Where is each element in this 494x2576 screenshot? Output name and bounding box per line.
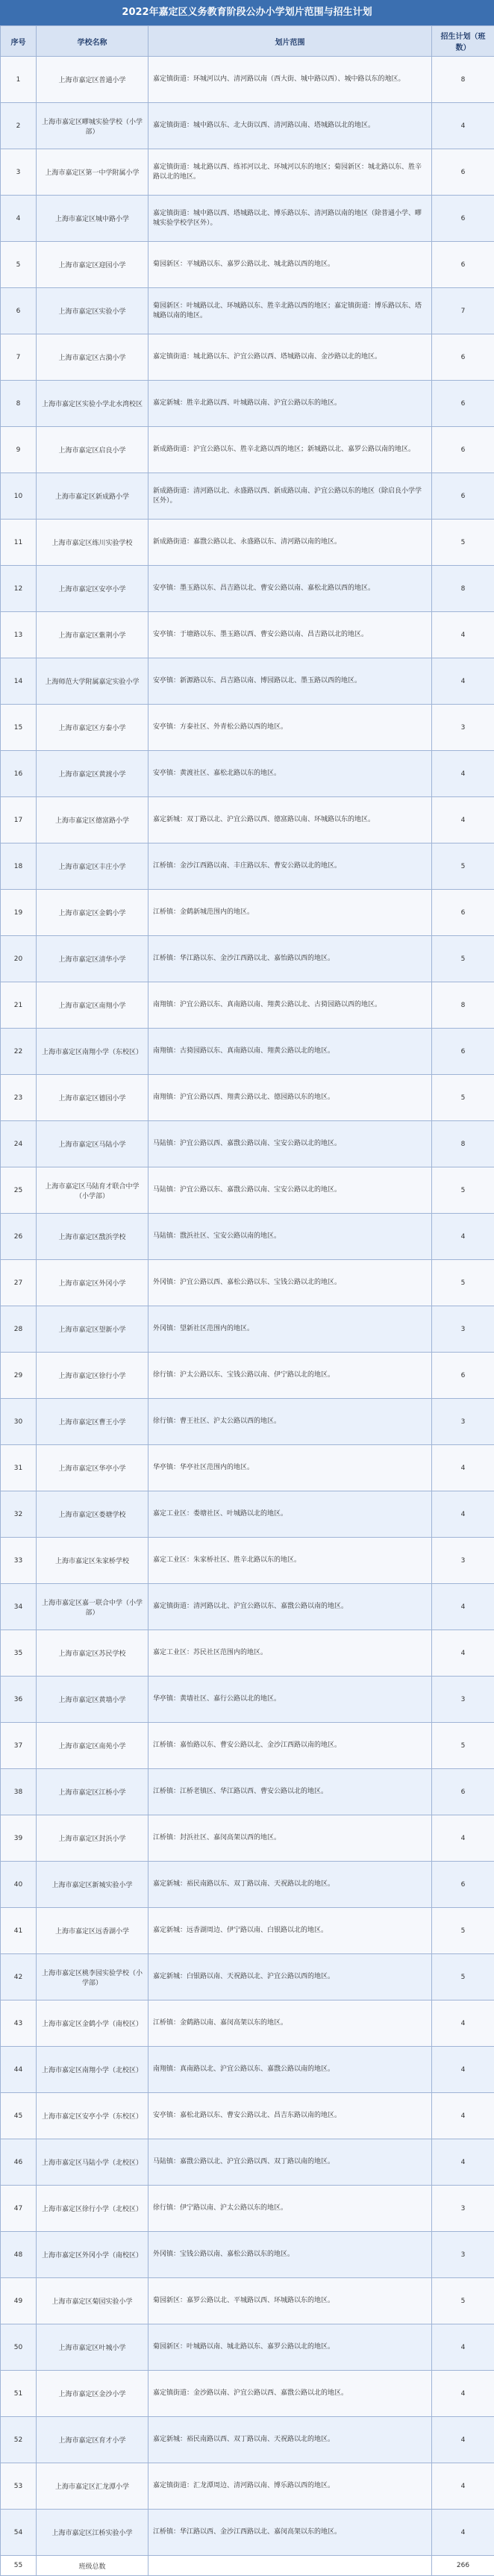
row-scope-cell	[148, 2556, 432, 2576]
row-scope-cell: 外冈镇：望新社区范围内的地区。	[148, 1306, 432, 1353]
row-plan-cell: 5	[432, 1954, 494, 2000]
row-no-cell: 53	[1, 2463, 37, 2510]
table-row	[1, 2324, 494, 2371]
table-row	[1, 2186, 494, 2232]
table-row	[1, 2047, 494, 2093]
table-row	[1, 1677, 494, 1723]
table-row	[1, 658, 494, 705]
row-plan-cell: 5	[432, 1167, 494, 1214]
row-no-cell: 44	[1, 2047, 37, 2093]
table-row	[1, 520, 494, 566]
row-scope-cell: 马陆镇：沪宜公路以东、嘉戬公路以南、宝安公路以北的地区。	[148, 1167, 432, 1214]
row-plan-cell: 4	[432, 2417, 494, 2463]
table-row	[1, 2510, 494, 2556]
row-plan-cell: 6	[432, 1862, 494, 1908]
row-school-cell: 上海市嘉定区叶城小学	[37, 2324, 148, 2371]
table-row	[1, 1121, 494, 1167]
table-row	[1, 797, 494, 843]
table-row	[1, 1399, 494, 1445]
row-school-cell: 上海市嘉定区封浜小学	[37, 1815, 148, 1862]
row-no-cell: 18	[1, 843, 37, 890]
table-row	[1, 2139, 494, 2186]
row-plan-cell: 4	[432, 2139, 494, 2186]
row-no-cell: 19	[1, 890, 37, 936]
row-school-cell: 上海市嘉定区紫荆小学	[37, 612, 148, 658]
row-scope-cell: 嘉定镇街道：环城河以内、清河路以南（西大街、城中路以西）、城中路以东的地区。	[148, 57, 432, 103]
row-plan-cell: 6	[432, 427, 494, 473]
row-plan-cell: 3	[432, 2232, 494, 2278]
row-no-cell: 4	[1, 196, 37, 242]
row-plan-cell: 7	[432, 288, 494, 334]
row-school-cell: 上海市嘉定区实验小学	[37, 288, 148, 334]
row-scope-cell: 嘉定镇街道：金沙路以南、沪宜公路以西、嘉戬公路以北的地区。	[148, 2371, 432, 2417]
row-no-cell: 38	[1, 1769, 37, 1815]
table-row	[1, 1075, 494, 1121]
row-plan-cell: 4	[432, 1584, 494, 1630]
row-plan-cell: 3	[432, 1399, 494, 1445]
row-school-cell: 上海市嘉定区练川实验学校	[37, 520, 148, 566]
row-plan-cell: 5	[432, 1260, 494, 1306]
table-row	[1, 196, 494, 242]
row-no-cell: 39	[1, 1815, 37, 1862]
row-no-cell: 23	[1, 1075, 37, 1121]
header-no: 序号	[1, 26, 37, 57]
row-no-cell: 46	[1, 2139, 37, 2186]
row-school-cell: 上海市嘉定区城中路小学	[37, 196, 148, 242]
row-scope-cell: 徐行镇：曹王社区、沪太公路以西的地区。	[148, 1399, 432, 1445]
row-school-cell: 上海市嘉定区金鹤小学（南校区）	[37, 2000, 148, 2047]
row-plan-cell: 4	[432, 2463, 494, 2510]
row-school-cell: 上海市嘉定区方泰小学	[37, 705, 148, 751]
row-no-cell: 13	[1, 612, 37, 658]
row-no-cell: 55	[1, 2556, 37, 2576]
row-school-cell: 上海市嘉定区马陆小学	[37, 1121, 148, 1167]
header-row	[1, 26, 494, 57]
row-plan-cell: 4	[432, 612, 494, 658]
table-row	[1, 1769, 494, 1815]
row-plan-cell: 4	[432, 2371, 494, 2417]
row-no-cell: 24	[1, 1121, 37, 1167]
table-row	[1, 612, 494, 658]
row-no-cell: 7	[1, 334, 37, 381]
table-row	[1, 1214, 494, 1260]
row-school-cell: 上海市嘉定区南苑小学	[37, 1723, 148, 1769]
table-row	[1, 936, 494, 982]
table-row	[1, 1815, 494, 1862]
table-row	[1, 1167, 494, 1214]
table-row	[1, 1445, 494, 1491]
row-school-cell: 上海市嘉定区育才小学	[37, 2417, 148, 2463]
row-school-cell: 上海市嘉定区苏民学校	[37, 1630, 148, 1677]
row-plan-cell: 4	[432, 1815, 494, 1862]
row-school-cell: 上海市嘉定区菊园实验小学	[37, 2278, 148, 2324]
row-scope-cell: 南翔镇：沪宜公路以东、真南路以南、翔黄公路以北、古猗园路以西的地区。	[148, 982, 432, 1029]
row-no-cell: 42	[1, 1954, 37, 2000]
row-plan-cell: 5	[432, 520, 494, 566]
row-no-cell: 12	[1, 566, 37, 612]
table-row	[1, 2278, 494, 2324]
row-no-cell: 8	[1, 381, 37, 427]
row-no-cell: 51	[1, 2371, 37, 2417]
row-school-cell: 上海市嘉定区安亭小学	[37, 566, 148, 612]
row-school-cell: 上海市嘉定区戬浜学校	[37, 1214, 148, 1260]
row-school-cell: 上海市嘉定区安亭小学（东校区）	[37, 2093, 148, 2139]
table-row	[1, 1584, 494, 1630]
row-no-cell: 52	[1, 2417, 37, 2463]
row-plan-cell: 6	[432, 381, 494, 427]
row-scope-cell: 嘉定新城：远香湖周边、伊宁路以南、白银路以北的地区。	[148, 1908, 432, 1954]
row-no-cell: 47	[1, 2186, 37, 2232]
row-school-cell: 上海市嘉定区迎园小学	[37, 242, 148, 288]
row-plan-cell: 5	[432, 1075, 494, 1121]
row-school-cell: 上海市嘉定区远香湖小学	[37, 1908, 148, 1954]
row-plan-cell: 4	[432, 1630, 494, 1677]
row-plan-cell: 4	[432, 1491, 494, 1538]
table-row	[1, 2232, 494, 2278]
row-scope-cell: 南翔镇：真南路以北、沪宜公路以东、嘉戬公路以南的地区。	[148, 2047, 432, 2093]
row-scope-cell: 南翔镇：古猗园路以东、真南路以南、翔黄公路以北的地区。	[148, 1029, 432, 1075]
row-school-cell: 上海市嘉定区徐行小学（北校区）	[37, 2186, 148, 2232]
table-row	[1, 2093, 494, 2139]
row-no-cell: 10	[1, 473, 37, 520]
row-school-cell: 上海师范大学附属嘉定实验小学	[37, 658, 148, 705]
row-scope-cell: 新成路街道：沪宜公路以东、胜辛北路以西的地区；新城路以北、嘉罗公路以南的地区。	[148, 427, 432, 473]
header-plan: 招生计划（班数）	[432, 26, 494, 57]
row-no-cell: 25	[1, 1167, 37, 1214]
row-no-cell: 3	[1, 149, 37, 196]
row-scope-cell: 安亭镇：于塘路以东、墨玉路以西、曹安公路以南、昌吉路以北的地区。	[148, 612, 432, 658]
row-school-cell: 班级总数	[37, 2556, 148, 2576]
row-scope-cell: 外冈镇：沪宜公路以西、嘉松公路以东、宝钱公路以北的地区。	[148, 1260, 432, 1306]
row-school-cell: 上海市嘉定区江桥实验小学	[37, 2510, 148, 2556]
row-scope-cell: 外冈镇：宝钱公路以南、嘉松公路以东的地区。	[148, 2232, 432, 2278]
row-plan-cell: 4	[432, 103, 494, 149]
table-row	[1, 427, 494, 473]
row-school-cell: 上海市嘉定区望新小学	[37, 1306, 148, 1353]
row-no-cell: 17	[1, 797, 37, 843]
row-scope-cell: 华亭镇：华亭社区范围内的地区。	[148, 1445, 432, 1491]
row-scope-cell: 嘉定工业区：朱家桥社区、胜辛北路以东的地区。	[148, 1538, 432, 1584]
row-plan-cell: 6	[432, 1769, 494, 1815]
row-plan-cell: 8	[432, 566, 494, 612]
row-school-cell: 上海市嘉定区金沙小学	[37, 2371, 148, 2417]
table-row	[1, 1029, 494, 1075]
row-plan-cell: 5	[432, 843, 494, 890]
table-row	[1, 2000, 494, 2047]
table-body	[1, 57, 494, 2576]
row-no-cell: 11	[1, 520, 37, 566]
row-plan-cell: 3	[432, 1306, 494, 1353]
row-plan-cell: 5	[432, 936, 494, 982]
row-school-cell: 上海市嘉定区第一中学附属小学	[37, 149, 148, 196]
row-plan-cell: 4	[432, 2047, 494, 2093]
row-scope-cell: 新成路街道：嘉戬公路以北、永盛路以东、清河路以南的地区。	[148, 520, 432, 566]
table-row	[1, 381, 494, 427]
row-plan-cell: 6	[432, 890, 494, 936]
row-plan-cell: 5	[432, 1723, 494, 1769]
row-plan-cell: 8	[432, 57, 494, 103]
table-row	[1, 288, 494, 334]
row-no-cell: 14	[1, 658, 37, 705]
table-row	[1, 2371, 494, 2417]
row-plan-cell: 4	[432, 658, 494, 705]
row-no-cell: 49	[1, 2278, 37, 2324]
row-school-cell: 上海市嘉定区黄墙小学	[37, 1677, 148, 1723]
table-row	[1, 2463, 494, 2510]
row-plan-cell: 8	[432, 982, 494, 1029]
row-plan-cell: 4	[432, 1214, 494, 1260]
row-school-cell: 上海市嘉定区普通小学	[37, 57, 148, 103]
row-plan-cell: 6	[432, 1353, 494, 1399]
row-no-cell: 40	[1, 1862, 37, 1908]
row-school-cell: 上海市嘉定区曹王小学	[37, 1399, 148, 1445]
row-scope-cell: 嘉定新城：双丁路以北、沪宜公路以西、德富路以南、环城路以东的地区。	[148, 797, 432, 843]
row-scope-cell: 马陆镇：沪宜公路以西、嘉戬公路以南、宝安公路以北的地区。	[148, 1121, 432, 1167]
row-scope-cell: 江桥镇：封浜社区、嘉闵高架以西的地区。	[148, 1815, 432, 1862]
row-school-cell: 上海市嘉定区马陆育才联合中学（小学部）	[37, 1167, 148, 1214]
row-scope-cell: 嘉定工业区：苏民社区范围内的地区。	[148, 1630, 432, 1677]
table-row	[1, 1862, 494, 1908]
row-school-cell: 上海市嘉定区新成路小学	[37, 473, 148, 520]
row-no-cell: 5	[1, 242, 37, 288]
enrollment-table	[0, 25, 494, 2576]
row-scope-cell: 江桥镇：华江路以西、金沙江西路以北、嘉闵高架以东的地区。	[148, 2510, 432, 2556]
row-scope-cell: 南翔镇：沪宜公路以西、翔黄公路以北、德园路以东的地区。	[148, 1075, 432, 1121]
row-scope-cell: 安亭镇：方泰社区、外青松公路以西的地区。	[148, 705, 432, 751]
row-scope-cell: 江桥镇：江桥老镇区、华江路以西、曹安公路以北的地区。	[148, 1769, 432, 1815]
table-row	[1, 2417, 494, 2463]
row-no-cell: 21	[1, 982, 37, 1029]
row-no-cell: 33	[1, 1538, 37, 1584]
row-school-cell: 上海市嘉定区嘉一联合中学（小学部）	[37, 1584, 148, 1630]
row-scope-cell: 嘉定镇街道：清河路以北、沪宜公路以东、嘉戬公路以南的地区。	[148, 1584, 432, 1630]
row-school-cell: 上海市嘉定区南翔小学（北校区）	[37, 2047, 148, 2093]
row-plan-cell: 4	[432, 1445, 494, 1491]
row-plan-cell: 6	[432, 242, 494, 288]
table-row	[1, 1538, 494, 1584]
row-plan-cell: 3	[432, 1538, 494, 1584]
table-row	[1, 1306, 494, 1353]
table-row	[1, 473, 494, 520]
row-scope-cell: 嘉定新城：裕民南路以西、双丁路以南、天祝路以北的地区。	[148, 2417, 432, 2463]
row-school-cell: 上海市嘉定区德园小学	[37, 1075, 148, 1121]
row-no-cell: 6	[1, 288, 37, 334]
table-row	[1, 1630, 494, 1677]
row-scope-cell: 安亭镇：黄渡社区、嘉松北路以东的地区。	[148, 751, 432, 797]
row-no-cell: 50	[1, 2324, 37, 2371]
row-school-cell: 上海市嘉定区德富路小学	[37, 797, 148, 843]
row-school-cell: 上海市嘉定区外冈小学	[37, 1260, 148, 1306]
table-row	[1, 1723, 494, 1769]
row-scope-cell: 江桥镇：金鹤路以南、嘉闵高架以东的地区。	[148, 2000, 432, 2047]
row-scope-cell: 嘉定镇街道：城北路以东、沪宜公路以西、塔城路以南、金沙路以北的地区。	[148, 334, 432, 381]
row-no-cell: 15	[1, 705, 37, 751]
table-row	[1, 1260, 494, 1306]
row-no-cell: 34	[1, 1584, 37, 1630]
row-plan-cell: 266	[432, 2556, 494, 2576]
table-row	[1, 57, 494, 103]
row-no-cell: 29	[1, 1353, 37, 1399]
row-scope-cell: 江桥镇：金沙江西路以南、丰庄路以东、曹安公路以北的地区。	[148, 843, 432, 890]
row-no-cell: 45	[1, 2093, 37, 2139]
row-school-cell: 上海市嘉定区马陆小学（北校区）	[37, 2139, 148, 2186]
row-no-cell: 30	[1, 1399, 37, 1445]
row-scope-cell: 安亭镇：新源路以东、昌吉路以南、博园路以北、墨玉路以西的地区。	[148, 658, 432, 705]
header-scope: 划片范围	[148, 26, 432, 57]
table-row	[1, 751, 494, 797]
row-no-cell: 16	[1, 751, 37, 797]
row-no-cell: 27	[1, 1260, 37, 1306]
row-school-cell: 上海市嘉定区华亭小学	[37, 1445, 148, 1491]
row-plan-cell: 4	[432, 2510, 494, 2556]
table-row	[1, 1491, 494, 1538]
row-scope-cell: 嘉定镇街道：城北路以西、练祁河以北、环城河以东的地区；菊园新区：城北路以东、胜辛路以北的地区。	[148, 149, 432, 196]
table-row	[1, 334, 494, 381]
row-no-cell: 43	[1, 2000, 37, 2047]
row-school-cell: 上海市嘉定区清华小学	[37, 936, 148, 982]
row-plan-cell: 6	[432, 334, 494, 381]
row-no-cell: 31	[1, 1445, 37, 1491]
row-no-cell: 48	[1, 2232, 37, 2278]
table-row	[1, 1908, 494, 1954]
row-plan-cell: 4	[432, 2000, 494, 2047]
table-row	[1, 2556, 494, 2576]
row-scope-cell: 菊园新区：叶城路以北、环城路以东、胜辛北路以西的地区；嘉定镇街道：博乐路以东、塔城路以南的地区。	[148, 288, 432, 334]
row-school-cell: 上海市嘉定区桃李园实验学校（小学部）	[37, 1954, 148, 2000]
row-scope-cell: 安亭镇：墨玉路以东、昌吉路以北、曹安公路以南、嘉松北路以西的地区。	[148, 566, 432, 612]
row-school-cell: 上海市嘉定区黄渡小学	[37, 751, 148, 797]
row-plan-cell: 6	[432, 473, 494, 520]
row-school-cell: 上海市嘉定区新城实验小学	[37, 1862, 148, 1908]
row-no-cell: 26	[1, 1214, 37, 1260]
row-scope-cell: 嘉定镇街道：汇龙潭周边、清河路以南、博乐路以西的地区。	[148, 2463, 432, 2510]
row-plan-cell: 4	[432, 751, 494, 797]
row-no-cell: 54	[1, 2510, 37, 2556]
row-school-cell: 上海市嘉定区汇龙潭小学	[37, 2463, 148, 2510]
row-school-cell: 上海市嘉定区启良小学	[37, 427, 148, 473]
row-scope-cell: 菊园新区：嘉罗公路以北、平城路以西、环城路以东的地区。	[148, 2278, 432, 2324]
table-row	[1, 982, 494, 1029]
row-plan-cell: 3	[432, 2186, 494, 2232]
row-school-cell: 上海市嘉定区江桥小学	[37, 1769, 148, 1815]
row-plan-cell: 5	[432, 1908, 494, 1954]
row-scope-cell: 江桥镇：金鹤新城范围内的地区。	[148, 890, 432, 936]
row-scope-cell: 嘉定镇街道：城中路以东、北大街以西、清河路以南、塔城路以北的地区。	[148, 103, 432, 149]
table-row	[1, 705, 494, 751]
row-no-cell: 22	[1, 1029, 37, 1075]
table-row	[1, 843, 494, 890]
row-school-cell: 上海市嘉定区疁城实验学校（小学部）	[37, 103, 148, 149]
row-school-cell: 上海市嘉定区娄塘学校	[37, 1491, 148, 1538]
row-no-cell: 2	[1, 103, 37, 149]
row-school-cell: 上海市嘉定区外冈小学（南校区）	[37, 2232, 148, 2278]
row-no-cell: 35	[1, 1630, 37, 1677]
table-row	[1, 1954, 494, 2000]
table-row	[1, 149, 494, 196]
table-row	[1, 242, 494, 288]
row-scope-cell: 菊园新区：平城路以东、嘉罗公路以北、城北路以西的地区。	[148, 242, 432, 288]
row-plan-cell: 4	[432, 2324, 494, 2371]
row-school-cell: 上海市嘉定区南翔小学（东校区）	[37, 1029, 148, 1075]
row-scope-cell: 马陆镇：嘉戬公路以北、沪宜公路以西、双丁路以南的地区。	[148, 2139, 432, 2186]
row-scope-cell: 嘉定新城：裕民南路以东、双丁路以南、天祝路以北的地区。	[148, 1862, 432, 1908]
row-school-cell: 上海市嘉定区南翔小学	[37, 982, 148, 1029]
table-row	[1, 1353, 494, 1399]
row-plan-cell: 3	[432, 705, 494, 751]
row-scope-cell: 新成路街道：清河路以北、永盛路以西、新成路以南、沪宜公路以东的地区（除启良小学学区外）。	[148, 473, 432, 520]
row-plan-cell: 4	[432, 797, 494, 843]
row-plan-cell: 5	[432, 2278, 494, 2324]
row-no-cell: 32	[1, 1491, 37, 1538]
row-plan-cell: 6	[432, 196, 494, 242]
row-school-cell: 上海市嘉定区实验小学北水湾校区	[37, 381, 148, 427]
row-plan-cell: 6	[432, 149, 494, 196]
row-scope-cell: 嘉定新城：白银路以南、天祝路以北、沪宜公路以西的地区。	[148, 1954, 432, 2000]
row-plan-cell: 3	[432, 1677, 494, 1723]
row-scope-cell: 嘉定镇街道：城中路以西、塔城路以北、博乐路以东、清河路以南的地区（除普通小学、疁城实验学校学区外）。	[148, 196, 432, 242]
row-school-cell: 上海市嘉定区金鹤小学	[37, 890, 148, 936]
row-plan-cell: 4	[432, 2093, 494, 2139]
row-no-cell: 28	[1, 1306, 37, 1353]
row-no-cell: 36	[1, 1677, 37, 1723]
row-no-cell: 1	[1, 57, 37, 103]
header-school: 学校名称	[37, 26, 148, 57]
row-scope-cell: 嘉定工业区：娄塘社区、叶城路以北的地区。	[148, 1491, 432, 1538]
table-title: 2022年嘉定区义务教育阶段公办小学划片范围与招生计划	[0, 0, 494, 25]
row-scope-cell: 马陆镇：戬浜社区、宝安公路以南的地区。	[148, 1214, 432, 1260]
table-row	[1, 566, 494, 612]
row-no-cell: 20	[1, 936, 37, 982]
row-school-cell: 上海市嘉定区徐行小学	[37, 1353, 148, 1399]
row-school-cell: 上海市嘉定区古漪小学	[37, 334, 148, 381]
row-scope-cell: 江桥镇：华江路以东、金沙江西路以北、嘉怡路以西的地区。	[148, 936, 432, 982]
table-row	[1, 103, 494, 149]
row-scope-cell: 江桥镇：嘉怡路以东、曹安公路以北、金沙江西路以南的地区。	[148, 1723, 432, 1769]
row-scope-cell: 徐行镇：伊宁路以南、沪太公路以东的地区。	[148, 2186, 432, 2232]
row-no-cell: 37	[1, 1723, 37, 1769]
row-school-cell: 上海市嘉定区朱家桥学校	[37, 1538, 148, 1584]
row-no-cell: 41	[1, 1908, 37, 1954]
row-plan-cell: 8	[432, 1121, 494, 1167]
row-scope-cell: 徐行镇：沪太公路以东、宝钱公路以南、伊宁路以北的地区。	[148, 1353, 432, 1399]
row-school-cell: 上海市嘉定区丰庄小学	[37, 843, 148, 890]
row-scope-cell: 安亭镇：嘉松北路以东、曹安公路以北、昌吉东路以南的地区。	[148, 2093, 432, 2139]
row-scope-cell: 华亭镇：黄墙社区、嘉行公路以北的地区。	[148, 1677, 432, 1723]
row-scope-cell: 菊园新区：叶城路以南、城北路以东、嘉罗公路以北的地区。	[148, 2324, 432, 2371]
row-no-cell: 9	[1, 427, 37, 473]
row-plan-cell: 6	[432, 1029, 494, 1075]
table-row	[1, 890, 494, 936]
row-scope-cell: 嘉定新城：胜辛北路以西、叶城路以南、沪宜公路以东的地区。	[148, 381, 432, 427]
